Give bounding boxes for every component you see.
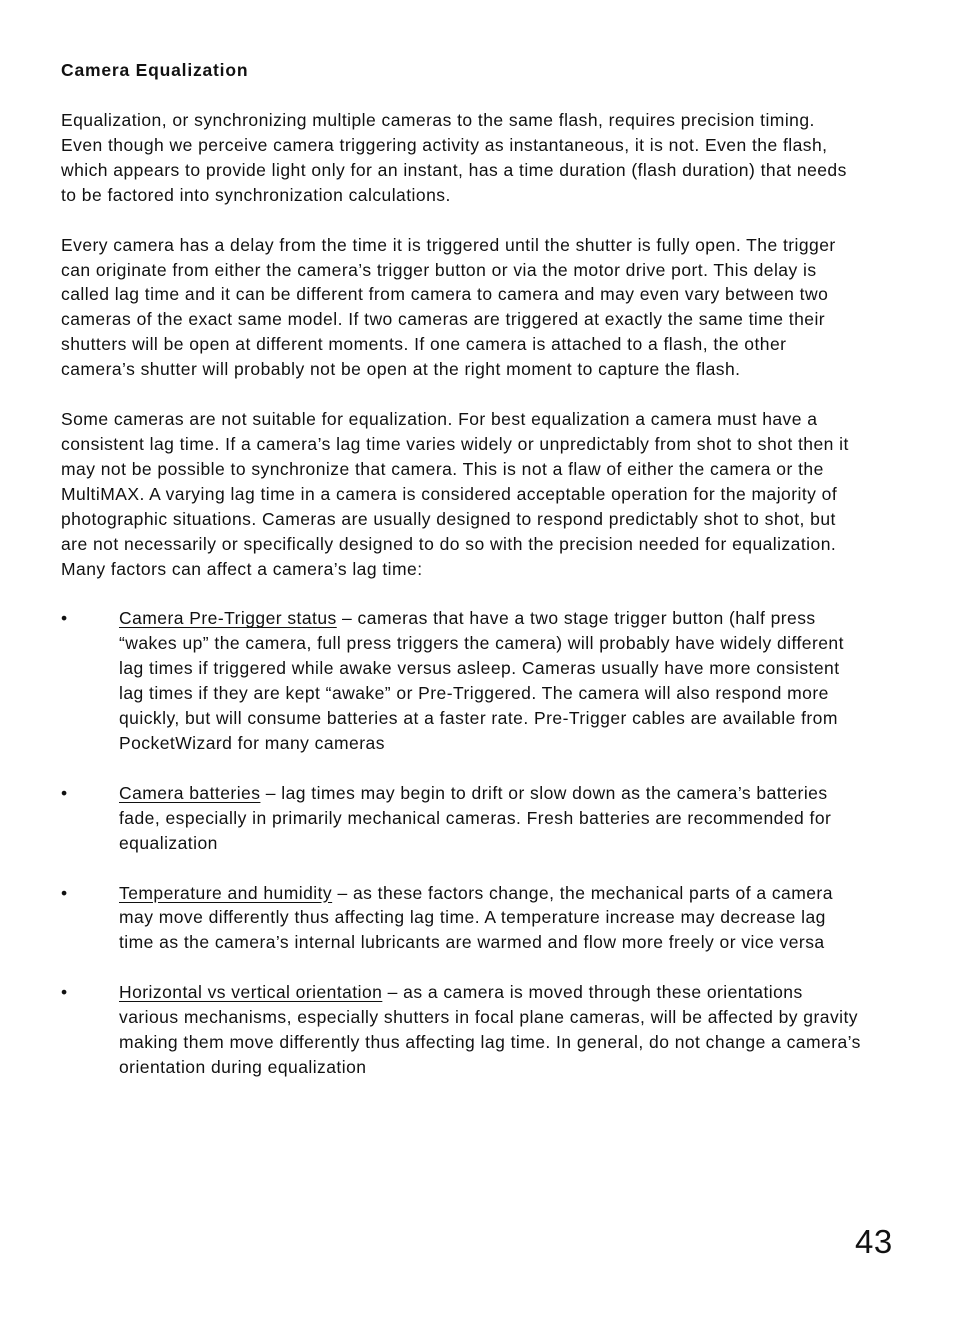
bullet-term: Camera Pre-Trigger status [119, 608, 337, 629]
bullet-icon: • [61, 982, 68, 1003]
bullet-text: – as these factors change, the mechanical parts of a camera may move differently thus affecting lag time. A temperature increase may decrease lag time as the camera’s internal lubricants are warmed and flow more freely or vice versa [119, 882, 833, 953]
bullet-term: Horizontal vs vertical orientation [119, 982, 383, 1003]
bullet-icon: • [61, 782, 68, 803]
list-item [61, 606, 861, 755]
bullet-icon: • [61, 882, 68, 903]
page-content [61, 58, 861, 1105]
section-heading: Camera Equalization [61, 60, 249, 80]
bullet-icon: • [61, 608, 68, 629]
bullet-term: Camera batteries [119, 782, 261, 803]
list-item [61, 781, 861, 856]
list-item [61, 980, 861, 1080]
bullet-term: Temperature and humidity [119, 882, 333, 903]
paragraph-3: Some cameras are not suitable for equalization. For best equalization a camera must have a consistent lag time. If a camera’s lag time varies widely or unpredictably from shot to shot then it may not be possible to synchronize that camera. This is not a flaw of either the camera or the MultiMAX. A varying lag time in a camera is considered acceptable operation for the majority of photographic situations. Cameras are usually designed to respond predictably shot to shot, but are not necessarily or specifically designed to do so with the precision needed for equalization. Many factors can affect a camera’s lag time: [61, 409, 849, 579]
list-item [61, 881, 861, 956]
paragraph-1: Equalization, or synchronizing multiple cameras to the same flash, requires precision timing. Even though we perceive camera triggering activity as instantaneous, it is not. Even the flash, which appears to provide light only for an instant, has a time duration (flash duration) that needs to be factored into synchronization calculations. [61, 110, 847, 205]
paragraph-2: Every camera has a delay from the time it is triggered until the shutter is fully open. The trigger can originate from either the camera’s trigger button or via the motor drive port. This delay is called lag time and it can be different from camera to camera and may even vary between two cameras of the exact same model. If two cameras are triggered at exactly the same time their shutters will be open at different moments. If one camera is attached to a flash, the other camera’s shutter will probably not be open at the right moment to capture the flash. [61, 234, 836, 380]
bullet-text: – cameras that have a two stage trigger button (half press “wakes up” the camera, full press triggers the camera) will probably have widely different lag times if triggered while awake versus asleep. Cameras usually have more consistent lag times if they are kept “awake” or Pre-Triggered. The camera will also respond more quickly, but will consume batteries at a faster rate. Pre-Trigger cables are available from PocketWizard for many cameras [119, 608, 844, 753]
bullet-text: – as a camera is moved through these orientations various mechanisms, especially shutters in focal plane cameras, will be affected by gravity making them move differently thus affecting lag time. In general, do not change a camera’s orientation during equalization [119, 982, 861, 1077]
page-number: 43 [855, 1223, 893, 1260]
bullet-text: – lag times may begin to drift or slow down as the camera’s batteries fade, especially in primarily mechanical cameras. Fresh batteries are recommended for equalization [119, 782, 832, 853]
lag-factor-list [61, 606, 861, 1080]
